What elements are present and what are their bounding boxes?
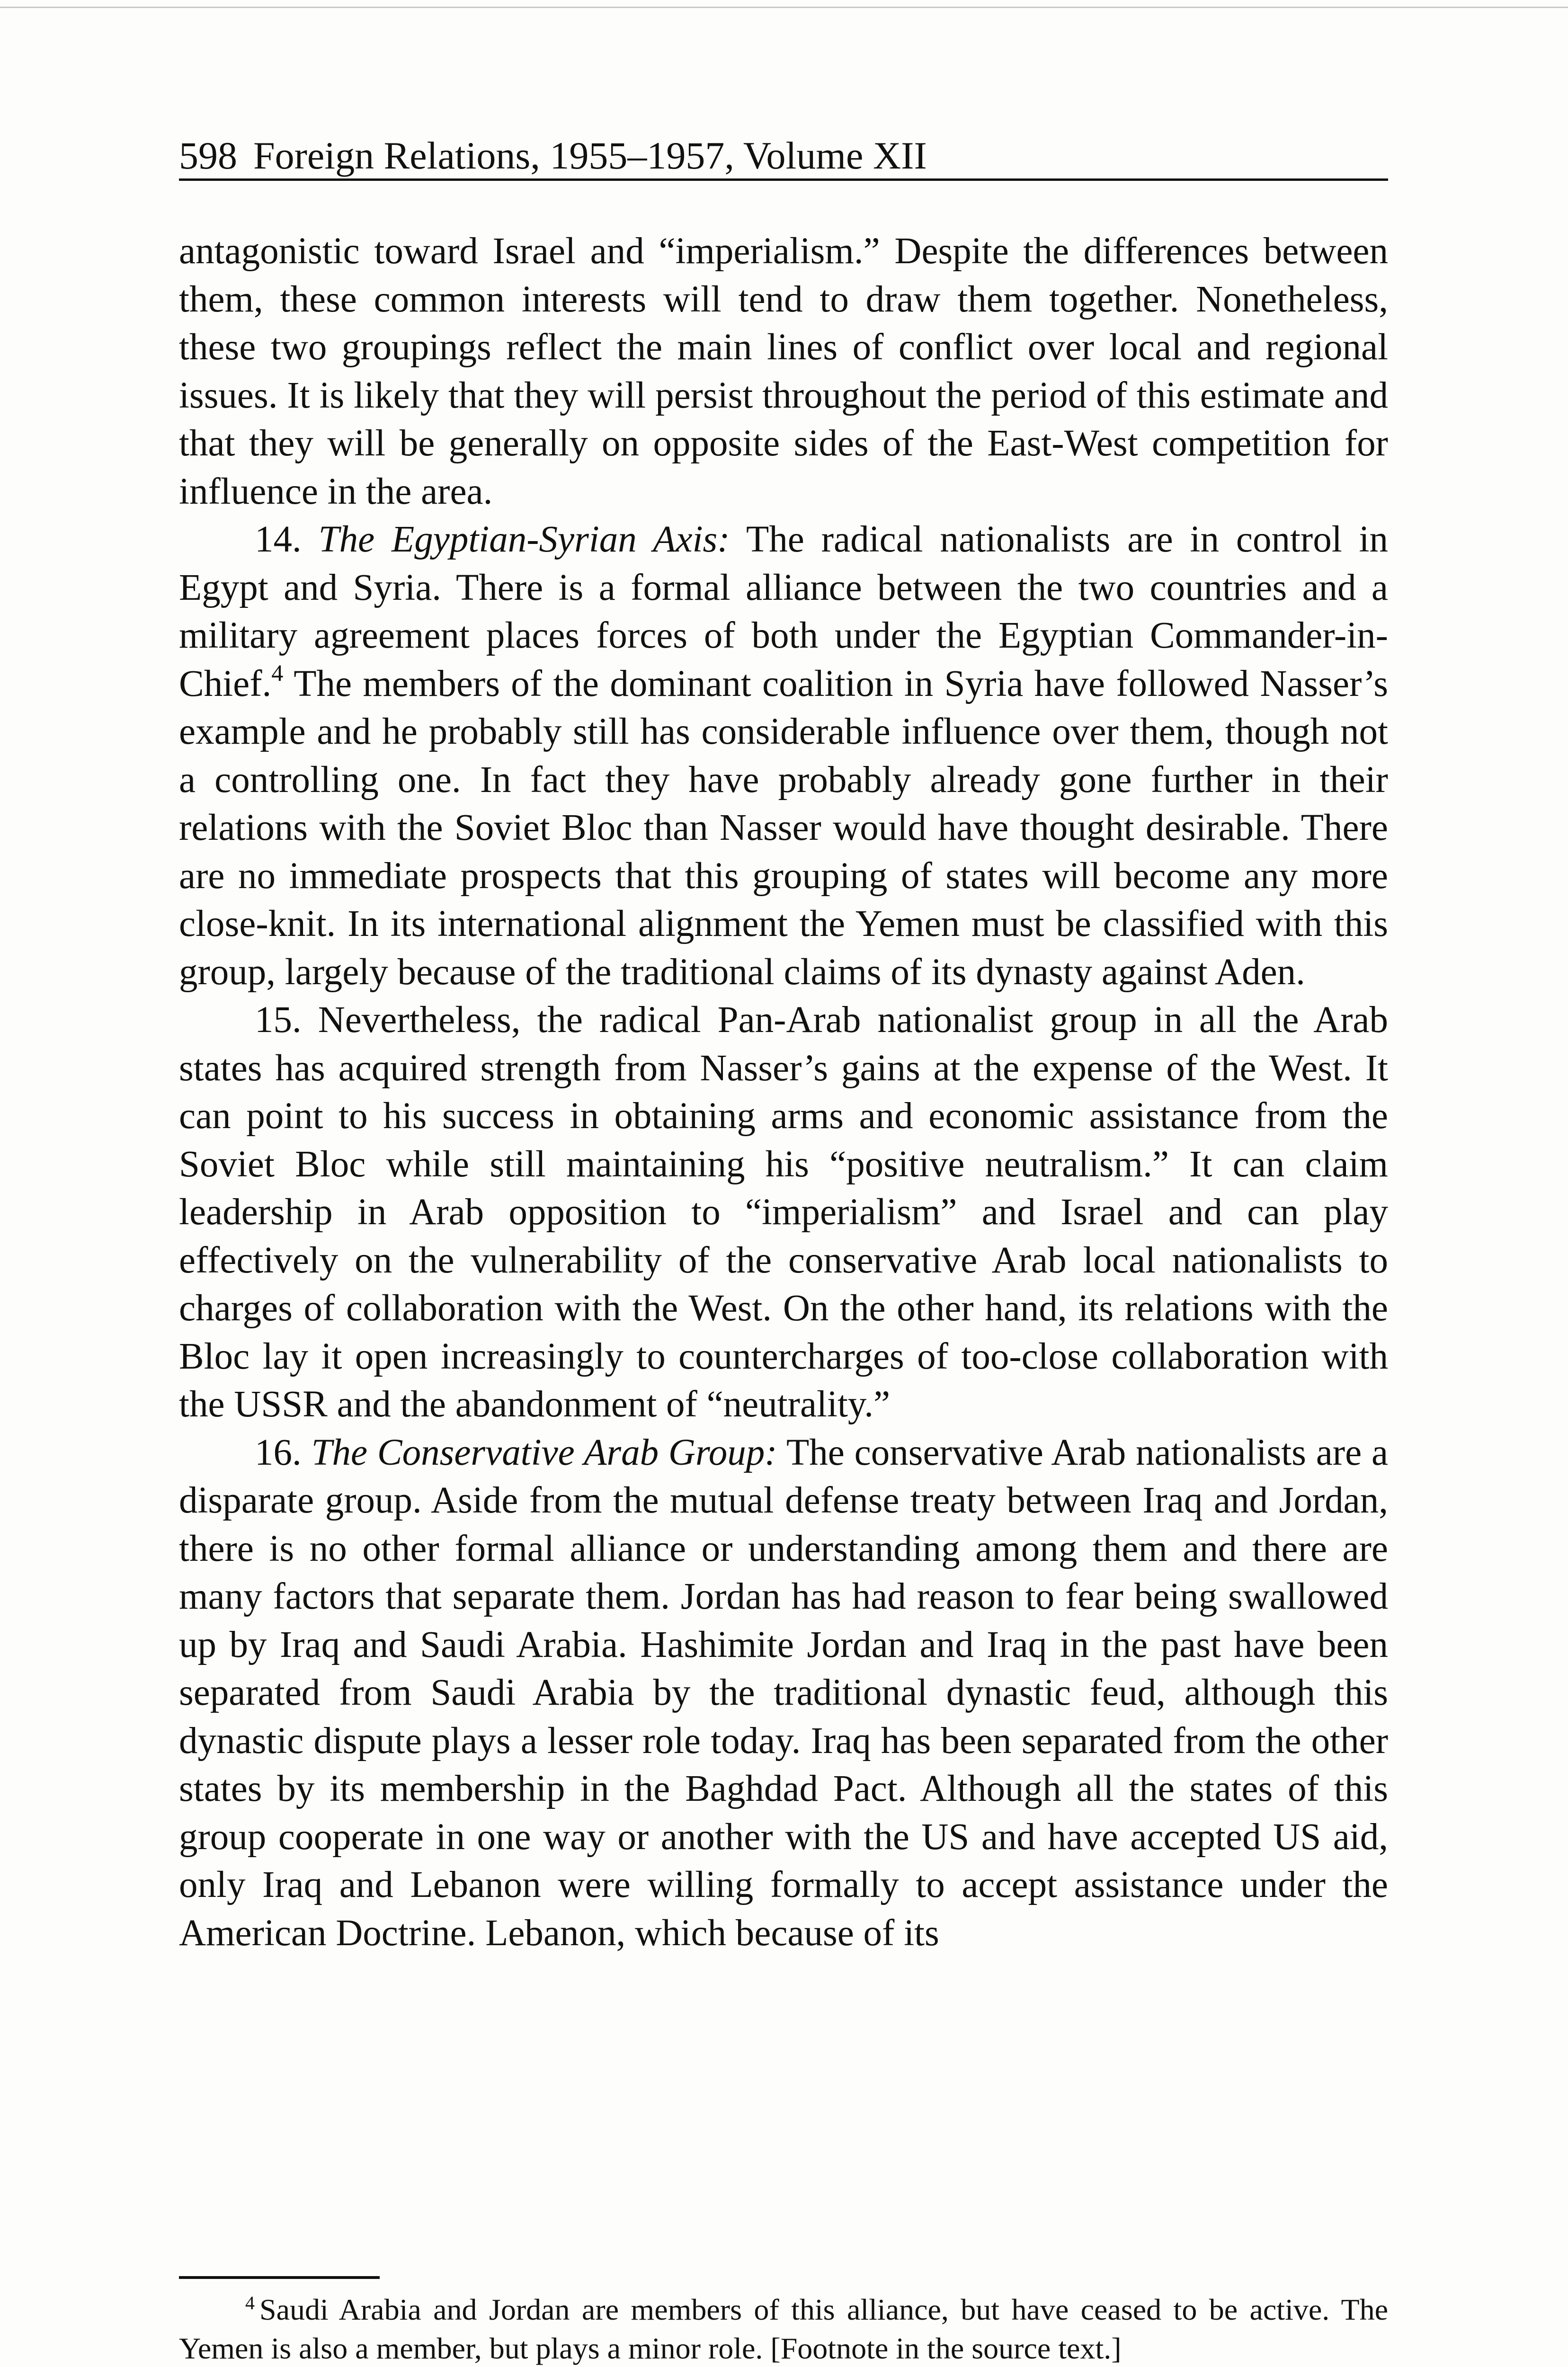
paragraph-16-text: The conservative Arab nationalists are a disparate group. Aside from the mutual defense treaty between Iraq and Jordan, there is no other formal alliance or understanding among them and there are many factors that separate them. Jordan has had reason to fear being swallowed up by Iraq and Saudi Arabia. Hashimite Jordan and Iraq in the past have been separated from Saudi Arabia by the traditional dynastic feud, although this dynastic dispute plays a lesser role today. Iraq has been separated from the other states by its membership in the Baghdad Pact. Although all the states of this group cooperate in one way or another with the US and have accepted US aid, only Iraq and Lebanon were willing formally to accept assistance under the American Doctrine. Lebanon, which because of its [179,1432,1389,1954]
header-line [179,135,927,178]
paragraph-16 [179,1429,1388,1958]
running-header [179,133,1388,181]
scan-top-edge [0,7,1568,8]
paragraph-continued: antagonistic toward Israel and “imperialism.” Despite the differences between them, these common interests will tend to draw them together. Nonetheless, these two groupings reflect the main lines of conflict over local and regional issues. It is likely that they will persist throughout the period of this estimate and that they will be generally on opposite sides of the East-West competition for influence in the area. [179,231,1388,512]
running-title: Foreign Relations, 1955–1957, Volume XII [253,134,927,177]
footnote-text: Saudi Arabia and Jordan are members of this alliance, but have ceased to be active. The Yemen is also a member, but plays a minor role. [Footnote in the source text.] [179,2293,1388,2365]
footnote-divider [179,2276,380,2279]
paragraph-16-heading: The Conservative Arab Group: [311,1432,777,1473]
paragraph-14-heading: The Egyptian-Syrian Axis: [318,519,730,560]
paragraph-16-number: 16. [255,1432,302,1473]
footnote-marker: 4 [245,2292,255,2314]
paragraph-14-text-b: The members of the dominant coalition in Syria have followed Nasser’s example and he probably still has considerable influence over them, though not a controlling one. In fact they have probably already gone further in their relations with the Soviet Bloc than Nasser would have thought desirable. There are no immediate prospects that this grouping of states will become any more close-knit. In its international alignment the Yemen must be classified with this group, largely because of the traditional claims of its dynasty against Aden. [179,663,1388,993]
footnote-reference: 4 [271,659,284,686]
footnote [179,2290,1388,2367]
body-text [179,227,1388,1957]
paragraph-14-number: 14. [255,519,302,560]
page-number: 598 [179,134,237,177]
paragraph-14 [179,516,1388,996]
paragraph-14-text-a: The radical nationalists are in control in Egypt and Syria. There is a formal alliance between the two countries and a military agreement places forces of both under the Egyptian Commander-in-Chief. [179,519,1388,704]
paragraph-15: 15. Nevertheless, the radical Pan-Arab nationalist group in all the Arab states has acquired strength from Nasser’s gains at the expense of the West. It can point to his success in obtaining arms and economic assistance from the Soviet Bloc while still maintaining his “positive neutralism.” It can claim leadership in Arab opposition to “imperialism” and Israel and can play effectively on the vulnerability of the conservative Arab local nationalists to charges of collaboration with the West. On the other hand, its relations with the Bloc lay it open increasingly to countercharges of too-close collaboration with the USSR and the abandonment of “neutrality.” [179,999,1388,1425]
